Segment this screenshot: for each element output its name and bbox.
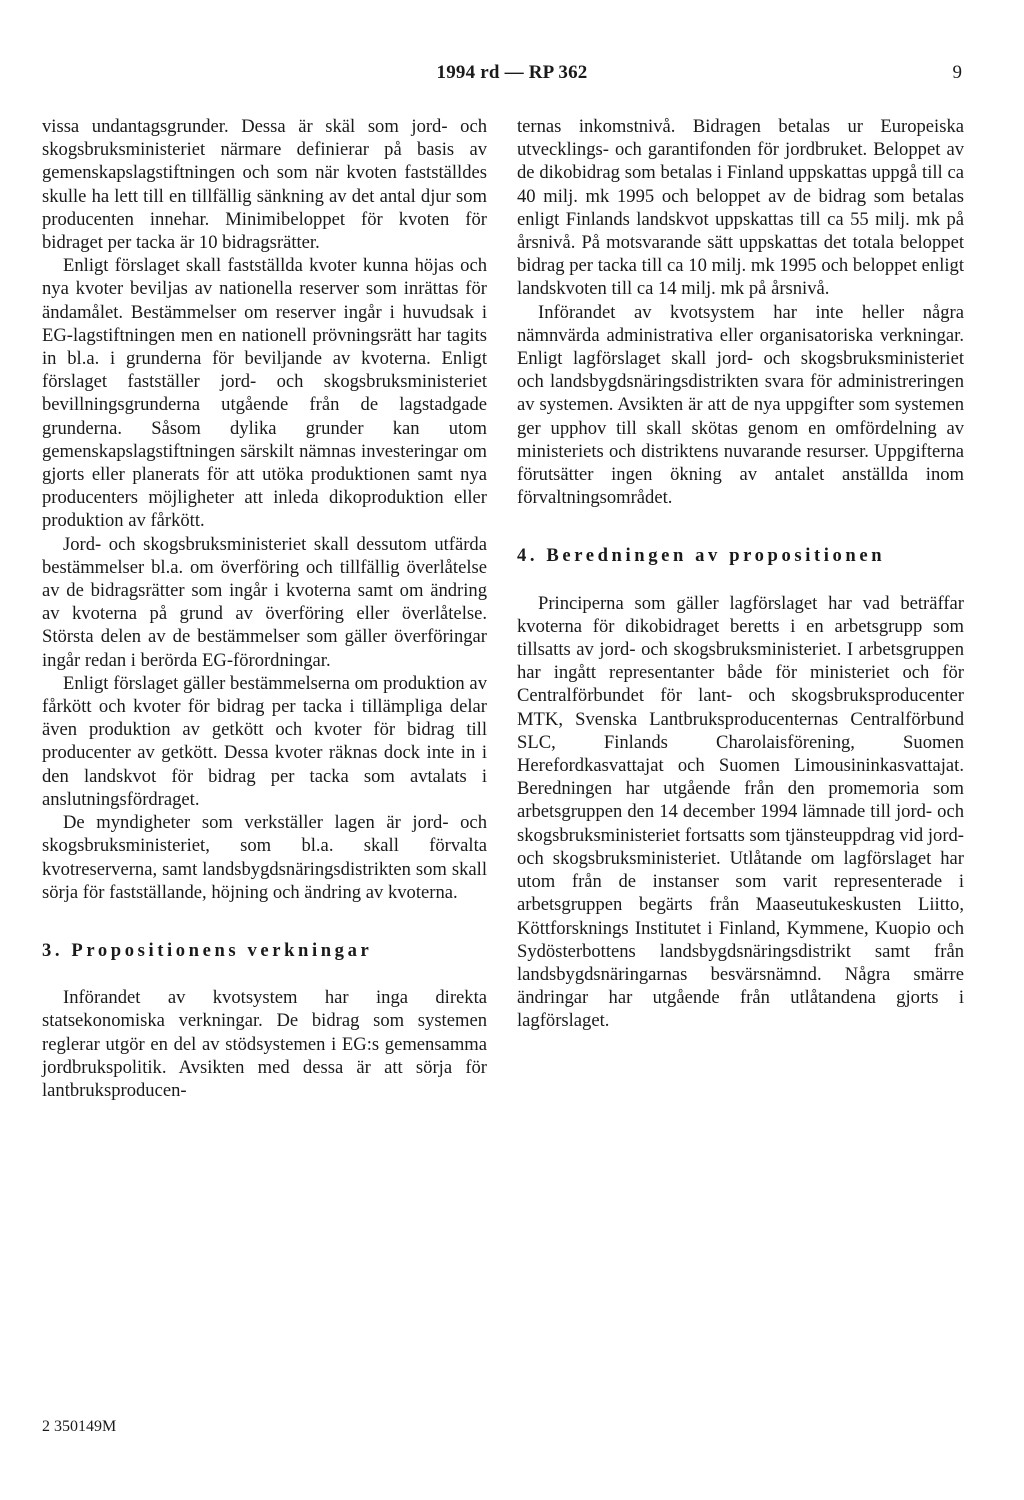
section-heading-4: 4. Beredningen av propositionen: [517, 545, 886, 567]
section-heading-3: 3. Propositionens verkningar: [42, 939, 373, 961]
paragraph: Införandet av kvotsystem har inte heller några nämnvärda administrativa eller organisatoriska verkningar. Enligt lagförslaget skall jord- och skogsbruksministeriet och landsbygdsnäringsdistrikten svara för administreringen av systemen. Avsikten är att de nya uppgifter som systemen ger upphov till skall skötas genom en omfördelning av ministeriets och distriktens nuvarande resurser. Uppgifterna förutsätter ingen ökning av antalet anställda inom förvaltningsområdet.: [517, 301, 964, 509]
paragraph: ternas inkomstnivå. Bidragen betalas ur Europeiska utvecklings- och garantifonden för jordbruket. Beloppet av de dikobidrag som betalas i Finland uppskattas uppgå till ca 40 milj. mk 1995 och beloppet av de bidrag som betalas enligt Finlands landskvot uppskattas till ca 55 milj. mk på årsnivå. På motsvarande sätt uppskattas det totala beloppet bidrag per tacka till ca 10 milj. mk 1995 och beloppet enligt landskvoten till ca 14 milj. mk på årsnivå.: [517, 116, 964, 300]
document-title: 1994 rd — RP 362: [436, 62, 588, 83]
paragraph: Jord- och skogsbruksministeriet skall dessutom utfärda bestämmelser bl.a. om överföring och tillfällig överlåtelse av de bidragsrätter som ingår i kvoterna samt om ändring av kvoterna på grund av överföring eller överlåtelse. Största delen av de bestämmelser som gäller överföringar ingår redan i berörda EG-förordningar.: [42, 533, 487, 671]
left-column: [42, 115, 487, 1102]
right-column: [517, 115, 964, 1033]
paragraph: Principerna som gäller lagförslaget har vad beträffar kvoterna för dikobidraget beretts i en arbetsgrupp som tillsatts av jord- och skogsbruksministeriet. I arbetsgruppen har ingått representanter både för ministeriet och för Centralförbundet för lant- och skogsbruksproducenter MTK, Svenska Lantbruksproducenternas Centralförbund SLC, Finlands Charolaisförening, Suomen Herefordkasvattajat och Suomen Limousininkasvattajat. Beredningen har utgående från den promemoria som arbetsgruppen den 14 december 1994 lämnade till jord- och skogsbruksministeriet fortsatts som tjänsteuppdrag vid jord- och skogsbruksministeriet. Utlåtande om lagförslaget har utom från de instanser som varit representerade i arbetsgruppen begärts från Maaseutukeskusten Liitto, Köttforsknings Institutet i Finland, Kymmene, Kuopio och Sydösterbottens landsbygdsnäringsdistrikt samt från landsbygdsnäringarnas besvärsnämnd. Några smärre ändringar har utgående från utlåtandena gjorts i lagförslaget.: [517, 592, 964, 1032]
page-number: 9: [952, 62, 962, 83]
footer-code: 2 350149M: [42, 1418, 117, 1435]
page-header: [0, 62, 1024, 88]
paragraph: vissa undantagsgrunder. Dessa är skäl som jord- och skogsbruksministeriet närmare definierar på basis av gemenskapslagstiftningen och som när kvoten fastställdes skulle ha lett till en tillfällig sänkning av det antal djur som producenten innehar. Minimibeloppet för kvoten för bidraget per tacka är 10 bidragsrätter.: [42, 116, 487, 254]
paragraph: Införandet av kvotsystem har inga direkta statsekonomiska verkningar. De bidrag som systemen reglerar utgör en del av stödsystemen i EG:s gemensamma jordbrukspolitik. Avsikten med dessa är att sörja för lantbruksproducen-: [42, 987, 487, 1101]
paragraph: Enligt förslaget skall fastställda kvoter kunna höjas och nya kvoter beviljas av nationella reserver som inrättas för ändamålet. Bestämmelser om reserver ingår i huvudsak i EG-lagstiftningen men en nationell prövningsrätt har tagits in bl.a. i grunderna för beviljande av kvoterna. Enligt förslaget fastställer jord- och skogsbruksministeriet bevillningsgrunderna utgående från de lagstadgade grunderna. Såsom dylika grunder kan utom gemenskapslagstiftningen särskilt nämnas investeringar om gjorts eller planerats för att utöka produktionen samt nya producenters möjligheter att inleda dikoproduktion eller produktion av fårkött.: [42, 255, 487, 532]
paragraph: De myndigheter som verkställer lagen är jord- och skogsbruksministeriet, som bl.a. skall förvalta kvotreserverna, samt landsbygdsnäringsdistrikten som skall sörja för fastställande, höjning och ändring av kvoterna.: [42, 812, 487, 903]
paragraph: Enligt förslaget gäller bestämmelserna om produktion av fårkött och kvoter för bidrag per tacka i tillämpliga delar även produktion av getkött och kvoter för bidrag till producenter av getkött. Dessa kvoter räknas dock inte in i den landskvot för bidrag per tacka som avtalats i anslutningsfördraget.: [42, 672, 487, 810]
